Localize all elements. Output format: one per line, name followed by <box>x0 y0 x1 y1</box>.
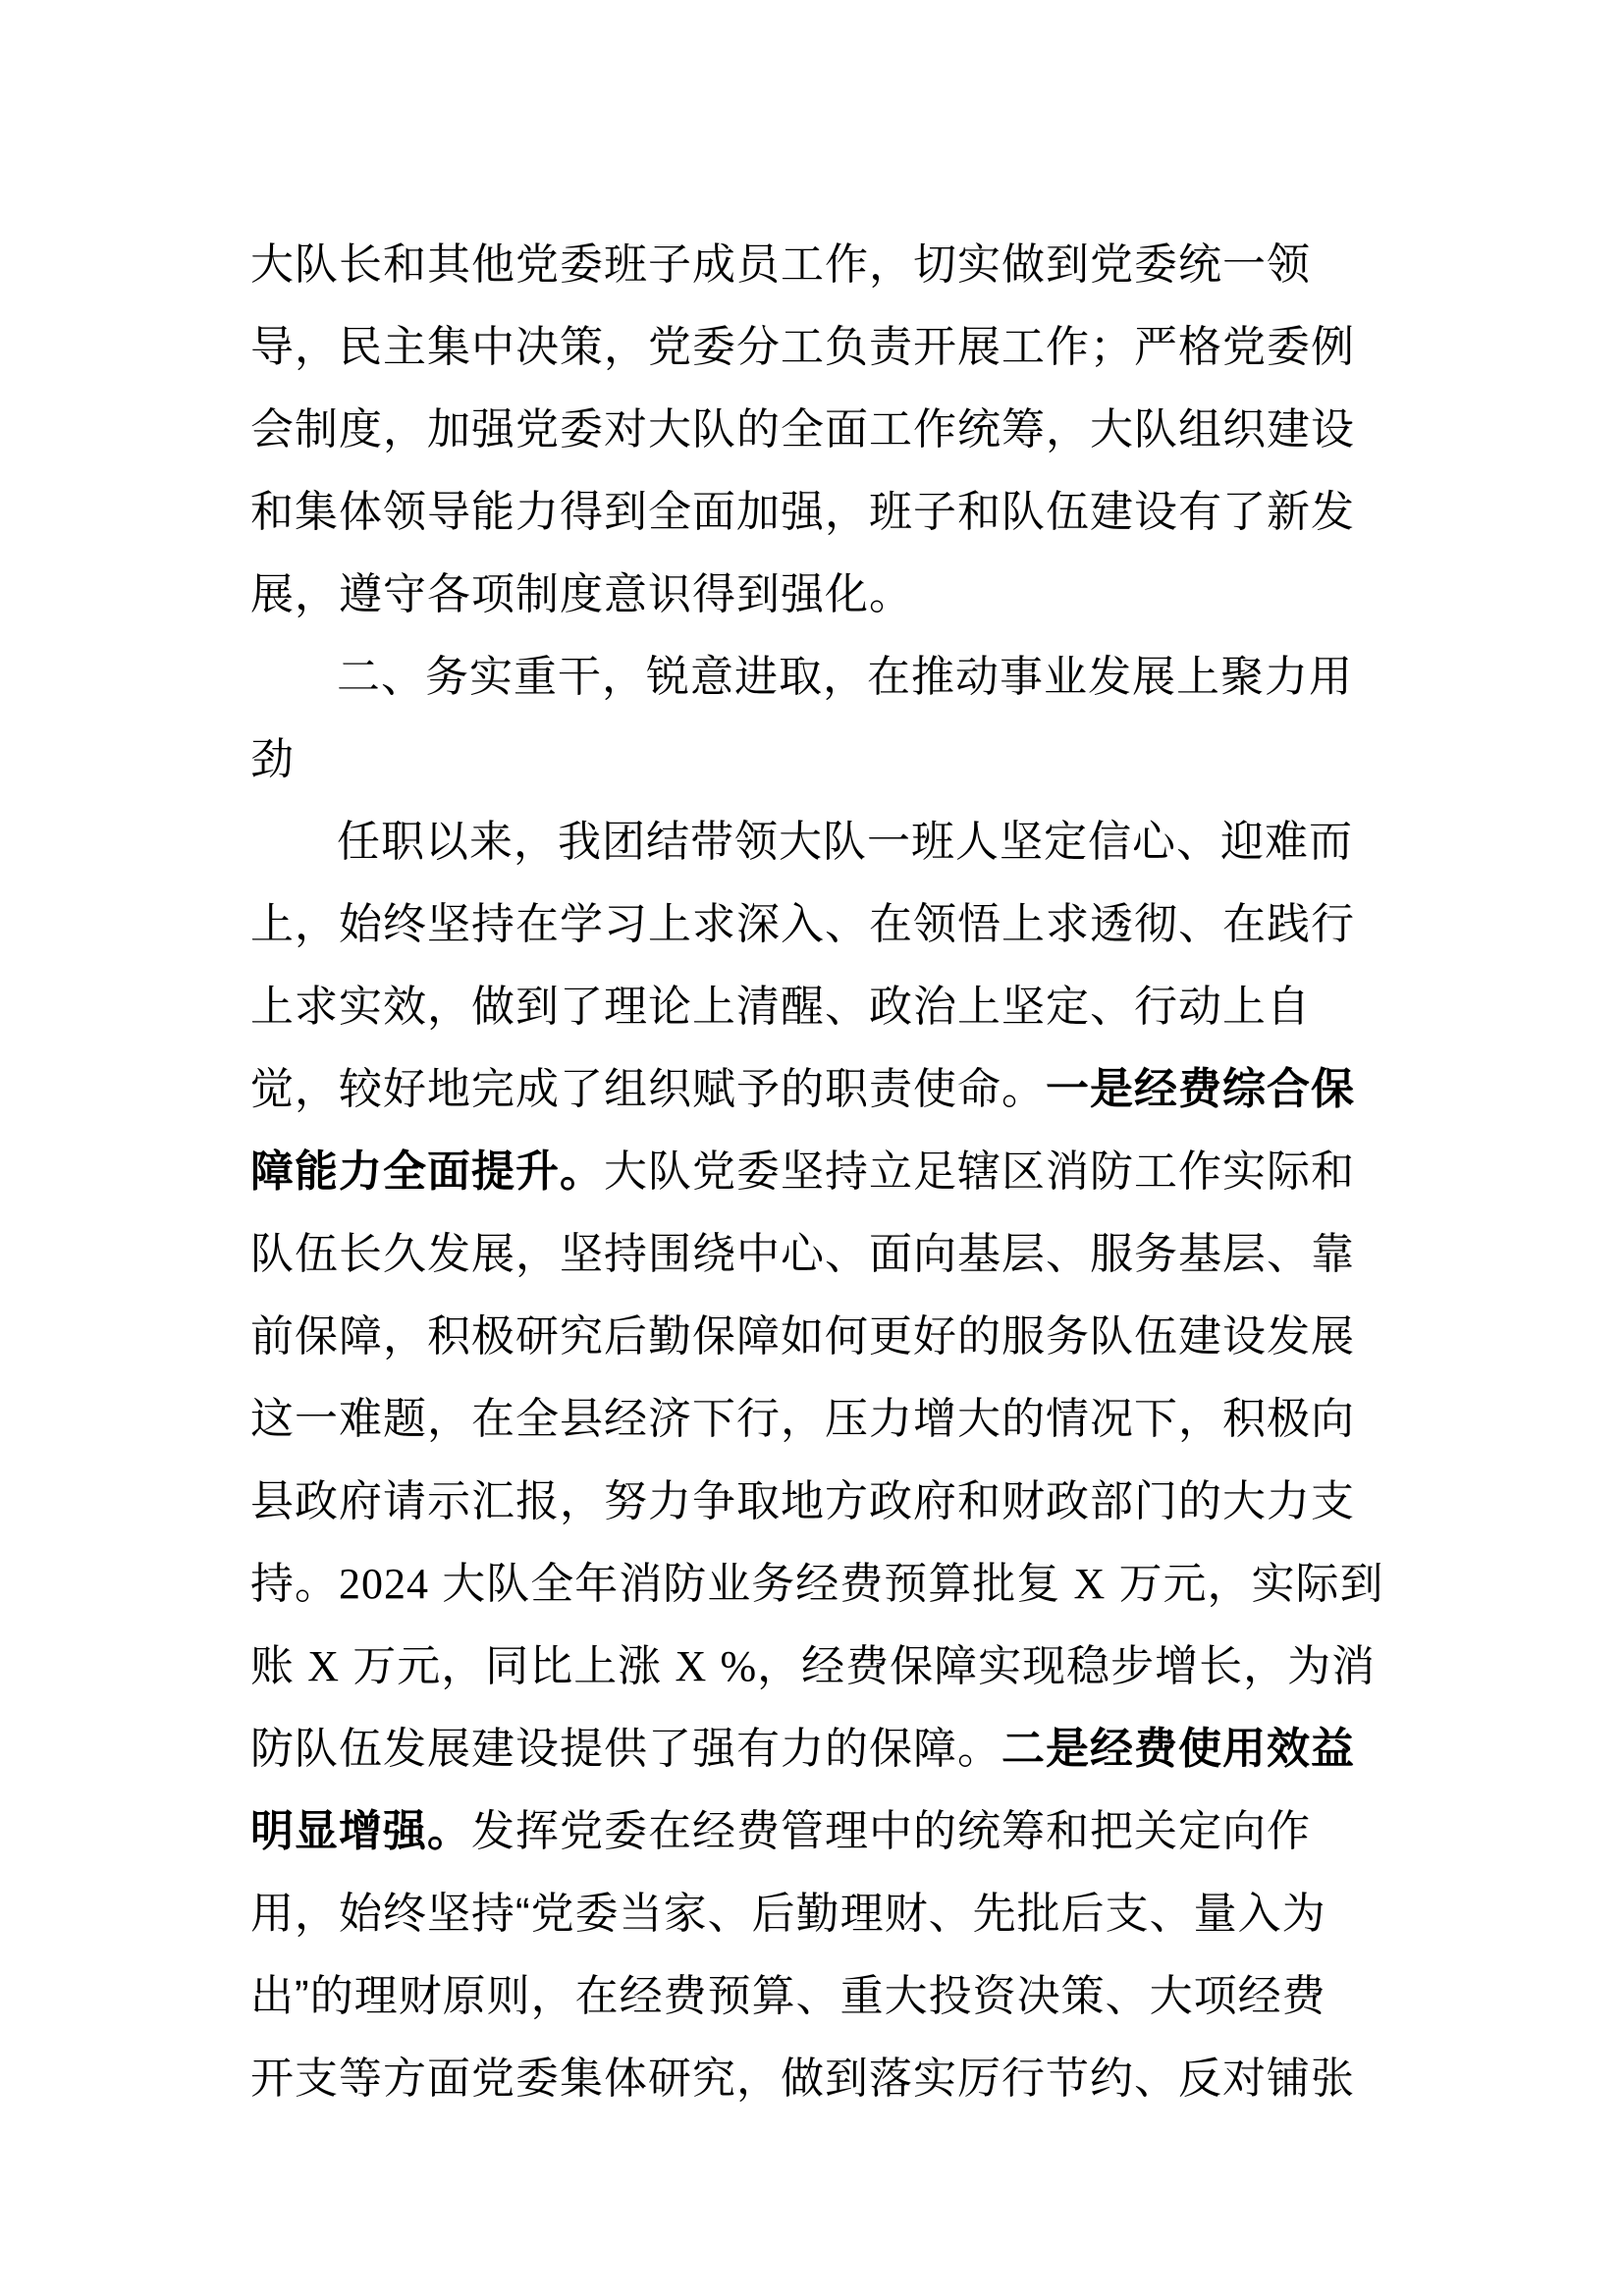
text-line <box>250 1626 1375 1708</box>
text-run: 持。2024 大队全年消防业务经费预算批复 X 万元，实际到 <box>250 1560 1384 1608</box>
bold-text-run: 二是经费使用效益 <box>1001 1725 1355 1773</box>
text-line <box>250 1296 1375 1378</box>
bold-text-run: 一是经费综合保 <box>1046 1065 1355 1113</box>
text-run: 这一难题，在全县经济下行，压力增大的情况下，积极向 <box>250 1395 1355 1443</box>
text-body <box>250 224 1384 2120</box>
text-line <box>250 1955 1375 2038</box>
text-run: 上求实效，做到了理论上清醒、政治上坚定、行动上自 <box>250 983 1311 1031</box>
text-line <box>250 2038 1375 2120</box>
text-line <box>250 966 1375 1048</box>
latin-text: X <box>675 1642 708 1690</box>
bold-text-run: 明显增强。 <box>250 1807 471 1855</box>
text-run: 队伍长久发展，坚持围绕中心、面向基层、服务基层、靠 <box>250 1230 1355 1278</box>
text-line <box>250 224 1375 306</box>
text-run: 发挥党委在经费管理中的统筹和把关定向作 <box>471 1807 1311 1855</box>
text-line <box>250 1873 1375 1955</box>
text-line <box>250 389 1375 471</box>
text-line <box>250 554 1375 636</box>
text-run: 觉，较好地完成了组织赋予的职责使命。 <box>250 1065 1046 1113</box>
text-run: 导，民主集中决策，党委分工负责开展工作；严格党委例 <box>250 323 1355 371</box>
text-line <box>250 1790 1375 1873</box>
latin-text: X <box>307 1642 341 1690</box>
text-run: 防队伍发展建设提供了强有力的保障。 <box>250 1725 1001 1773</box>
text-line <box>250 1378 1375 1461</box>
text-run: 开支等方面党委集体研究，做到落实厉行节约、反对铺张 <box>250 2055 1355 2103</box>
latin-text: % <box>720 1642 758 1690</box>
text-run: 劲 <box>250 735 295 783</box>
text-line <box>250 1048 1375 1131</box>
text-line <box>250 1131 1375 1213</box>
text-run: 账 X 万元，同比上涨 X %，经费保障实现稳步增长，为消 <box>250 1642 1377 1690</box>
text-run: 县政府请示汇报，努力争取地方政府和财政部门的大力支 <box>250 1477 1355 1525</box>
text-run: 大队党委坚持立足辖区消防工作实际和 <box>604 1148 1355 1196</box>
text-run: 会制度，加强党委对大队的全面工作统筹，大队组织建设 <box>250 405 1355 454</box>
text-line <box>250 306 1375 389</box>
text-run: 出”的理财原则，在经费预算、重大投资决策、大项经费 <box>250 1972 1326 2020</box>
latin-text: 2024 <box>339 1560 429 1608</box>
text-run: 大队长和其他党委班子成员工作，切实做到党委统一领 <box>250 240 1311 289</box>
text-line <box>250 1461 1375 1543</box>
text-line <box>250 471 1375 554</box>
text-run: 前保障，积极研究后勤保障如何更好的服务队伍建设发展 <box>250 1312 1355 1361</box>
bold-text-run: 障能力全面提升。 <box>250 1148 604 1196</box>
text-run: 上，始终坚持在学习上求深入、在领悟上求透彻、在践行 <box>250 900 1355 948</box>
text-run: 展，遵守各项制度意识得到强化。 <box>250 570 913 618</box>
text-run: 和集体领导能力得到全面加强，班子和队伍建设有了新发 <box>250 488 1355 536</box>
text-run: 二、务实重干，锐意进取，在推动事业发展上聚力用 <box>337 653 1353 701</box>
text-run: 用，始终坚持“党委当家、后勤理财、先批后支、量入为 <box>250 1890 1326 1938</box>
text-line <box>250 1708 1375 1790</box>
text-run: 任职以来，我团结带领大队一班人坚定信心、迎难而 <box>337 818 1353 866</box>
text-line <box>250 719 1375 801</box>
text-line <box>250 636 1375 719</box>
text-line <box>250 1213 1375 1296</box>
latin-text: X <box>1073 1560 1107 1608</box>
text-line <box>250 801 1375 883</box>
text-line <box>250 883 1375 966</box>
text-line <box>250 1543 1384 1626</box>
